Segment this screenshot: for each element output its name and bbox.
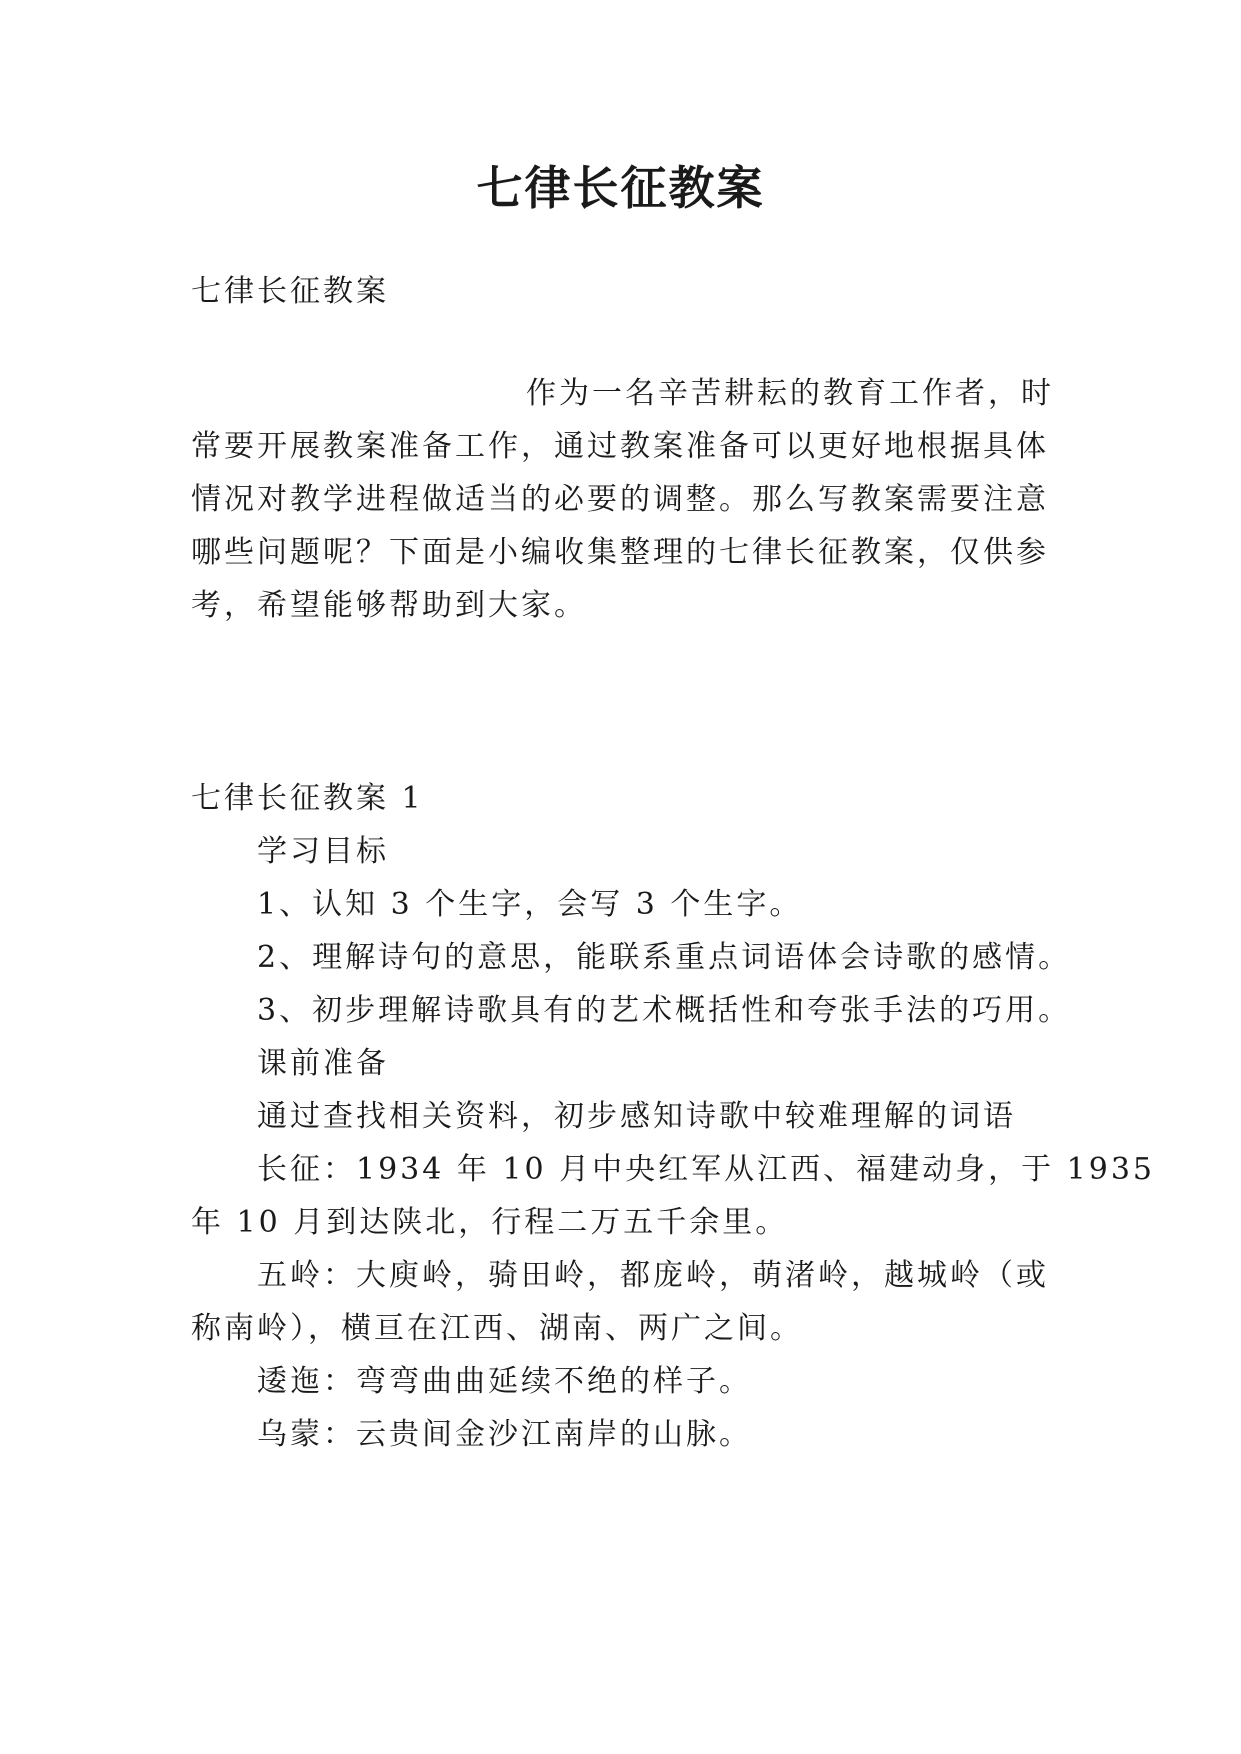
intro-line-1: 作为一名辛苦耕耘的教育工作者，时 (526, 376, 1054, 411)
goal-item-2: 2、理解诗句的意思，能联系重点词语体会诗歌的感情。 (257, 940, 1072, 975)
prep-heading: 课前准备 (257, 1046, 389, 1081)
goal-item-1: 1、认知 3 个生字，会写 3 个生字。 (257, 887, 803, 922)
document-subtitle: 七律长征教案 (191, 274, 389, 309)
page-title: 七律长征教案 (476, 161, 765, 215)
goal-item-3: 3、初步理解诗歌具有的艺术概括性和夸张手法的巧用。 (257, 993, 1072, 1028)
intro-line-2: 常要开展教案准备工作，通过教案准备可以更好地根据具体 (191, 429, 1049, 464)
intro-line-5: 考，希望能够帮助到大家。 (191, 588, 587, 623)
goals-heading: 学习目标 (257, 834, 389, 869)
intro-line-3: 情况对教学进程做适当的必要的调整。那么写教案需要注意 (191, 482, 1049, 517)
weiyi-line: 逶迤：弯弯曲曲延续不绝的样子。 (257, 1364, 752, 1399)
changzheng-line-1: 长征：1934 年 10 月中央红军从江西、福建动身，于 1935 (257, 1152, 1156, 1187)
intro-line-4: 哪些问题呢？下面是小编收集整理的七律长征教案，仅供参 (191, 535, 1049, 570)
changzheng-line-2: 年 10 月到达陕北，行程二万五千余里。 (191, 1205, 789, 1240)
prep-text: 通过查找相关资料，初步感知诗歌中较难理解的词语 (257, 1099, 1016, 1134)
wuling-line-1: 五岭：大庾岭，骑田岭，都庞岭，萌渚岭，越城岭（或 (257, 1258, 1049, 1293)
wuling-line-2: 称南岭），横亘在江西、湖南、两广之间。 (191, 1311, 803, 1346)
section-heading: 七律长征教案 1 (191, 781, 424, 816)
wumeng-line: 乌蒙：云贵间金沙江南岸的山脉。 (257, 1417, 752, 1452)
